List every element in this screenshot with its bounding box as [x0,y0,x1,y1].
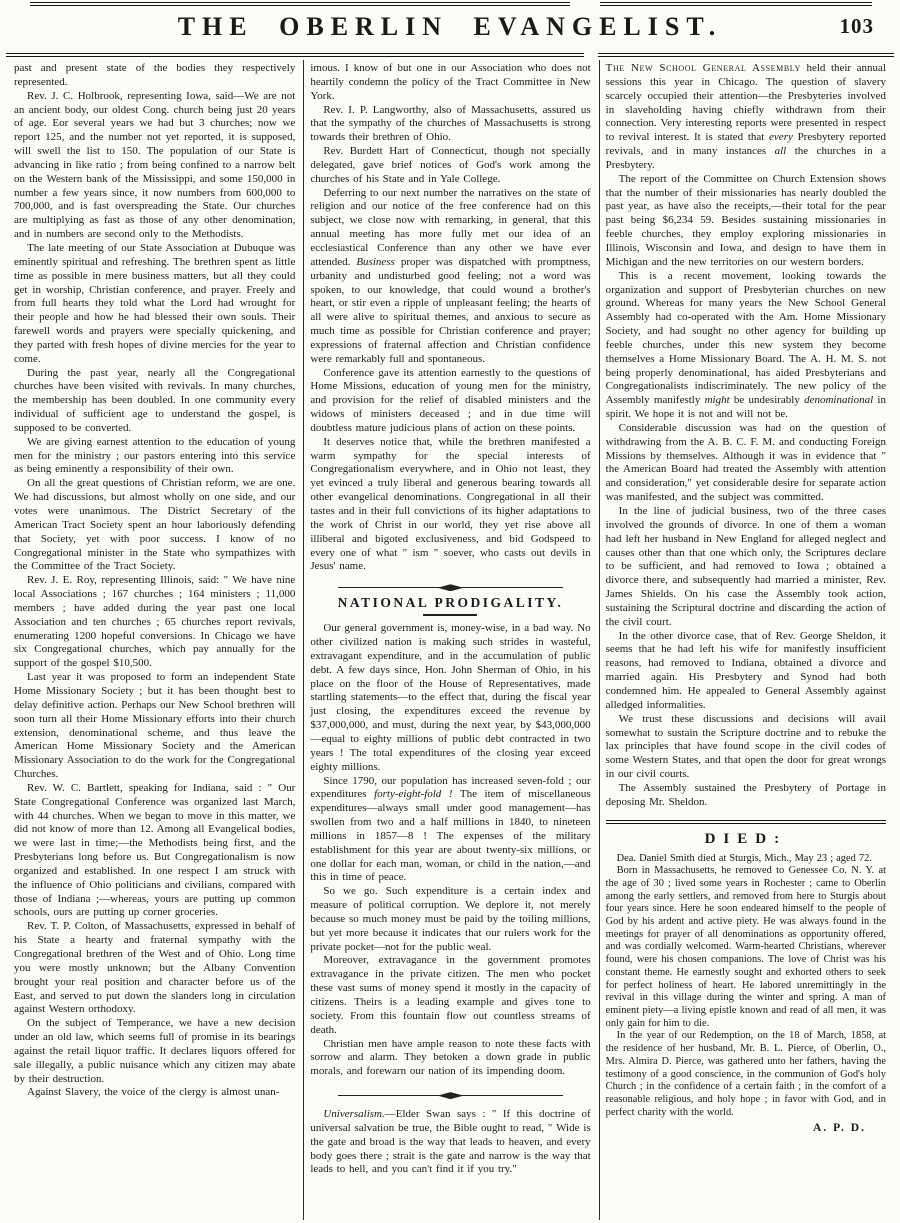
obituary-paragraph: Dea. Daniel Smith died at Sturgis, Mich., May 23 ; aged 72. [616,852,872,864]
article-paragraph: In the line of judicial business, two of the three cases involved the grounds of divorce. In one of them a woman had left her husband in New England for alleged neglect and causes other than that one which only, the Scriptures declare to be sufficient, and had removed to Iowa ; obtained a divorce there, and subsequently had married a minister, Rev. James Shields. On his case the Assembly took action, sustaining the Scriptural doctrine and discarding the action of the civil court. [605,505,886,628]
article-paragraph: Against Slavery, the voice of the clergy is almost unan- [27,1086,280,1099]
article-paragraph: Moreover, extravagance in the government promotes extravagance in the private citizen. The men who pocket these vast sums of money spend it mostly in the capacity of citizens. Theirs is a leading example and gives tone to society. From this fountain flow out countless streams of death. [310,954,591,1036]
heading-underline [423,614,477,616]
article-paragraph: Rev. T. P. Colton, of Massachusetts, expressed in behalf of his State a hearty and fraternal sympathy with the Congregational brethren of the West and of Ohio. Long time you were mostly unknown; but the Albany Convention brought your real position and character before us of the East, and served to put down the slanders long in circulation against Western orthodoxy. [14,920,296,1016]
article-paragraph: Rev. I. P. Langworthy, also of Massachusetts, assured us that the sympathy of the churches of Massachusetts is strong towards their brethren of Ohio. [310,103,591,144]
masthead-rule-left [6,53,584,57]
obituary-paragraph: In the year of our Redemption, on the 18 of March, 1858, at the residence of her husband, Mr. B. L. Pierce, of Oberlin, O., Mrs. Almira D. Pierce, was gathered unto her fathers, having the testimony of a good conscience, in the communion of God's holy Church ; in the confidence of a certain faith ; in the comfort of a reasonable religious, and holy hope ; in favor with God, and in perfect charity with the world. [605,1030,886,1118]
article-paragraph: past and present state of the bodies they respectively represented. [14,62,296,88]
masthead-rule [0,53,900,57]
article-paragraph: Rev. J. E. Roy, representing Illinois, said: " We have nine local Associations ; 167 churches ; 164 ministers ; 11,000 members ; have added during the year past one local Association and ten churches ; 65 churches report revivals, enumerating 1200 hopeful conversions. In Chicago we have six Congregational churches, which pay annually for the support of the gospel $10,500. [14,574,296,670]
article-paragraph: In the other divorce case, that of Rev. George Sheldon, it seems that he had left his wife for manifestly insufficient reasons, had removed to Indiana, obtained a divorce and married again. His Presbytery and Synod had both condemned him. He appealed to General Assembly against alledged informalities. [605,629,886,711]
article-paragraph: Universalism.—Elder Swan says : " If this doctrine of universal salvation be true, the Bible ought to read, " Wide is the gate and broad is the way that leads to heaven, and every body goes there ; strait is the gate and narrow is the way that leads to hell, and you can't find it if you try." [310,1108,591,1176]
article-paragraph: The late meeting of our State Association at Dubuque was eminently spiritual and refreshing. The brethren spent as little time as possible in mere business matters, but all they could get in worship, Christian conference, and prayer. Freely and from full hearts they told what the Lord had wrought for their people and how he had blessed their own souls. Their farewell words and prayers were specially quickening, and they parted with fresh hopes of divine mercies for the year to come. [14,241,296,365]
section-divider [338,1091,562,1100]
article-paragraph: So we go. Such expenditure is a certain index and measure of political corruption. We deplore it, not merely because so much money must be paid by the toiling millions, but yet more because it indicates that our rulers work for the private pocket—not for the public weal. [310,885,591,953]
masthead-rule-right [598,53,894,57]
column-3 [599,60,894,1220]
page-number: 103 [839,14,874,38]
article-paragraph: Rev. J. C. Holbrook, representing Iowa, said—We are not an ancient body, our oldest Cong. church being just 20 years of age. Eor several years we had but 3 churches; now we report 125, and the number not yet reported, it is supposed, will swell the list to 150. The population of our State is advancing in like ratio ; from being confined to a narrow belt on the Western bank of the Mississippi, and some 150,000 in number a few years since, it now numbers from 600,000 to 700,000, and is fast overspreading the State. Our churches are multiplying as fast as those of any other denomination, and in numbers are second only to the Methodists. [14,89,296,241]
article-paragraph: Rev. W. C. Bartlett, speaking for Indiana, said : " Our State Congregational Conference was organized last March, with 44 churches. When we began to move in this matter, we did not know of more than 12. Among all Evangelical bodies, we were last in time;—the Methodists being first, and the Presbyterians long before us. But Congregationalism is now organized and established. In one respect I am struck with the influence of Ohio politicians and civilians, compared with those of Indiana ;—whereas, yours are putting up common schools, ours are putting up corner groceries. [14,781,296,919]
article-paragraph: The Assembly sustained the Presbytery of Portage in deposing Mr. Sheldon. [605,781,886,808]
article-paragraph: During the past year, nearly all the Congregational churches have been visited with revivals. In many churches, the membership has been doubled. In one community every individual of sufficient age to understand the gospel, is supposed to be converted. [14,366,296,434]
column-2 [303,60,598,1220]
article-paragraph: It deserves notice that, while the brethren manifested a warm sympathy for the special interests of Congregationalism everywhere, and in Ohio not least, they yet evinced a truly liberal and generous bearing towards all other evangelical denominations. Congregational in all their tastes and in their full convictions of its higher adaptations to the work of Christ in our world, they yet rise above all illiberal and bigoted exclusiveness, and bid Godspeed to every one of what " ism " soever, who casts out devils in Jesus' name. [310,435,591,573]
article-paragraph: Last year it was proposed to form an independent State Home Missionary Society ; but it has been thought best to delay definitive action. Perhaps our New School brethren will soon turn all their Home Missionary efforts into their church extension, denominational scheme, and thus leave the American Home Missionary Society and the American Missionary Association to do the work for the Congregational Churches. [14,671,296,781]
article-paragraph: This is a recent movement, looking towards the organization and support of Presbyterian churches on new ground. Whereas for many years the New School General Assembly had co-operated with the Am. Home Missionary Society, and had sought no other agency for building up feeble churches, under this new system they become themselves a Home Missionary Board. The A. H. M. S. not being properly denominational, has aided Presbyterians and Congregationalists indiscriminately. The new policy of the Assembly manifestly might be undesirably denominational in spirit. We hope it is not and will not be. [605,269,886,421]
died-heading-block [606,820,886,848]
signature: A. P. D. [813,1122,866,1135]
article-paragraph: On all the great questions of Christian reform, we are one. We had discussions, but almost wholly on one side, and our votes were unanimous. The District Secretary of the American Tract Society spent an hour laboriously defending that Society, yet with poor success. I know of no Congregational minister in the State who sympathizes with the Committee of the Tract Society. [14,477,296,573]
article-heading-block [310,583,590,616]
obituary-paragraph: Born in Massachusetts, he removed to Genessee Co. N. Y. at the age of 30 ; lived some years in Rochester ; came to Oberlin among the early settlers, and removed from here to Sturgis about four years since. Here he soon endeared himself to the people of God by his ardent and active piety. He was always found in the meetings for prayer of all denominations as opportunity offered, and was cordially welcomed. Warm-hearted Christians, wherever found, were his chosen companions. The love of Christ was his constant theme. He earnestly sought and exhorted others to seek for perfect holiness of heart. He labored unremittingly in the revival in this village during the winter and spring. A man of eminent piety—a living epistle known and read of all men, it was only gain for him to die. [605,865,886,1029]
article-paragraph: Considerable discussion was had on the question of withdrawing from the A. B. C. F. M. and conducting Foreign Missions by themselves. Although it was in evidence that " the American Board had treated the Assembly with attention and consideration," yet considerable desire for separate action was manifested, and the subject was committed. [605,421,886,504]
article-paragraph: The report of the Committee on Church Extension shows that the number of their missionaries has nearly doubled the past year, as have also the receipts,—their total for the pear past being $6,234 59. Besides sustaining missionaries in feeble churches, they employ exploring missionaries in Illinois, Wisconsin and Iowa, and design to have them in Michigan and the new territories on our western borders. [605,172,886,268]
masthead [0,0,900,50]
article-paragraph: Rev. Burdett Hart of Connecticut, though not specially delegated, gave brief notices of God's work among the churches of his State and in Yale College. [310,145,591,185]
masthead-title: THE OBERLIN EVANGELIST. [177,12,723,41]
died-heading: DIED: [704,830,788,847]
article-paragraph: On the subject of Temperance, we have a new decision under an old law, which seems full of promise in its bearings against the retail liquor traffic. It declares liquors offered for sale illegally, a public nuisance which any citizen may abate by their destruction. [14,1017,296,1085]
article-paragraph: Deferring to our next number the narratives on the state of religion and our notice of the free conference had on this subject, we close now with remarking, in general, that this annual meeting has more fully met our idea of an ecclesiastical Conference than any other we have ever attended. Business proper was dispatched with promptness, urbanity and undisturbed good feeling; not a word was spoken, to our knowledge, that could wound a brother's heart, or stir even a ripple of unpleasant feeling; the hearts of all were alive to spiritual themes, and anxious to secure as much time as possible for Christian conference and prayer; expressions of fraternal affection and Christian confidence were remarkably full and spontaneous. [310,186,591,365]
article-paragraph: Christian men have ample reason to note these facts with sorrow and alarm. They betoken a down grade in public morals, and forewarn our nation of its impending doom. [310,1037,591,1078]
article-columns [0,57,900,1220]
column-1 [8,60,303,1220]
article-paragraph: Since 1790, our population has increased seven-fold ; our expenditures forty-eight-fold ! The item of miscellaneous expenditures—always small under good management—has swollen from two and a half millions in 1840, to nineteen millions in 1857—8 ! The expenses of the military establishment for this year are about twenty-six millions, or one dollar for each man, woman, or child in the nation,—and this in time of peace. [310,774,591,884]
article-paragraph: The New School General Assembly held their annual sessions this year in Chicago. The question of slavery scarcely occupied their attention—the Presbyteries involved in slaveholding having chiefly withdrawn from their connection. Very interesting reports were presented in respect to revival interest. It is stated that every Presbytery reported revivals, and in many instances all the churches in a Presbytery. [605,62,886,171]
article-paragraph: Conference gave its attention earnestly to the questions of Home Missions, education of young men for the ministry, and provision for the relief of disabled ministers and the widows of ministers deceased ; and in due time will doubtless mature judicious plans of action on these points. [310,366,591,434]
section-divider [338,583,562,592]
article-paragraph: imous. I know of but one in our Association who does not heartily condemn the policy of the Tract Committee in New York. [310,62,591,102]
article-paragraph: Our general government is, money-wise, in a bad way. No other civilized nation is making such strides in wasteful, extravagant expenditure, and in the accumulation of public debt. A few days since, Hon. John Sherman of Ohio, in his place on the floor of the House of Representatives, made startling statements—to the effect that, during the fiscal year just closing, the expenditures exceed the revenue by $37,000,000, and must, during the next year, by $43,000,000—equal to eighty millions of public debt contracted in two years ! The total expenditures of the closing year exceed eighty millions. [310,622,591,773]
article-paragraph: We trust these discussions and decisions will avail somewhat to sustain the Scripture doctrine and to rebuke the lax principles that have found scope in the civil codes of some Western States, and that open the door for great wrongs in our civil courts. [605,712,886,781]
article-heading: NATIONAL PRODIGALITY. [337,595,564,611]
article-paragraph: We are giving earnest attention to the education of young men for the ministry ; our pastors entering into this service as being eminently a responsibility of their own. [14,435,296,476]
